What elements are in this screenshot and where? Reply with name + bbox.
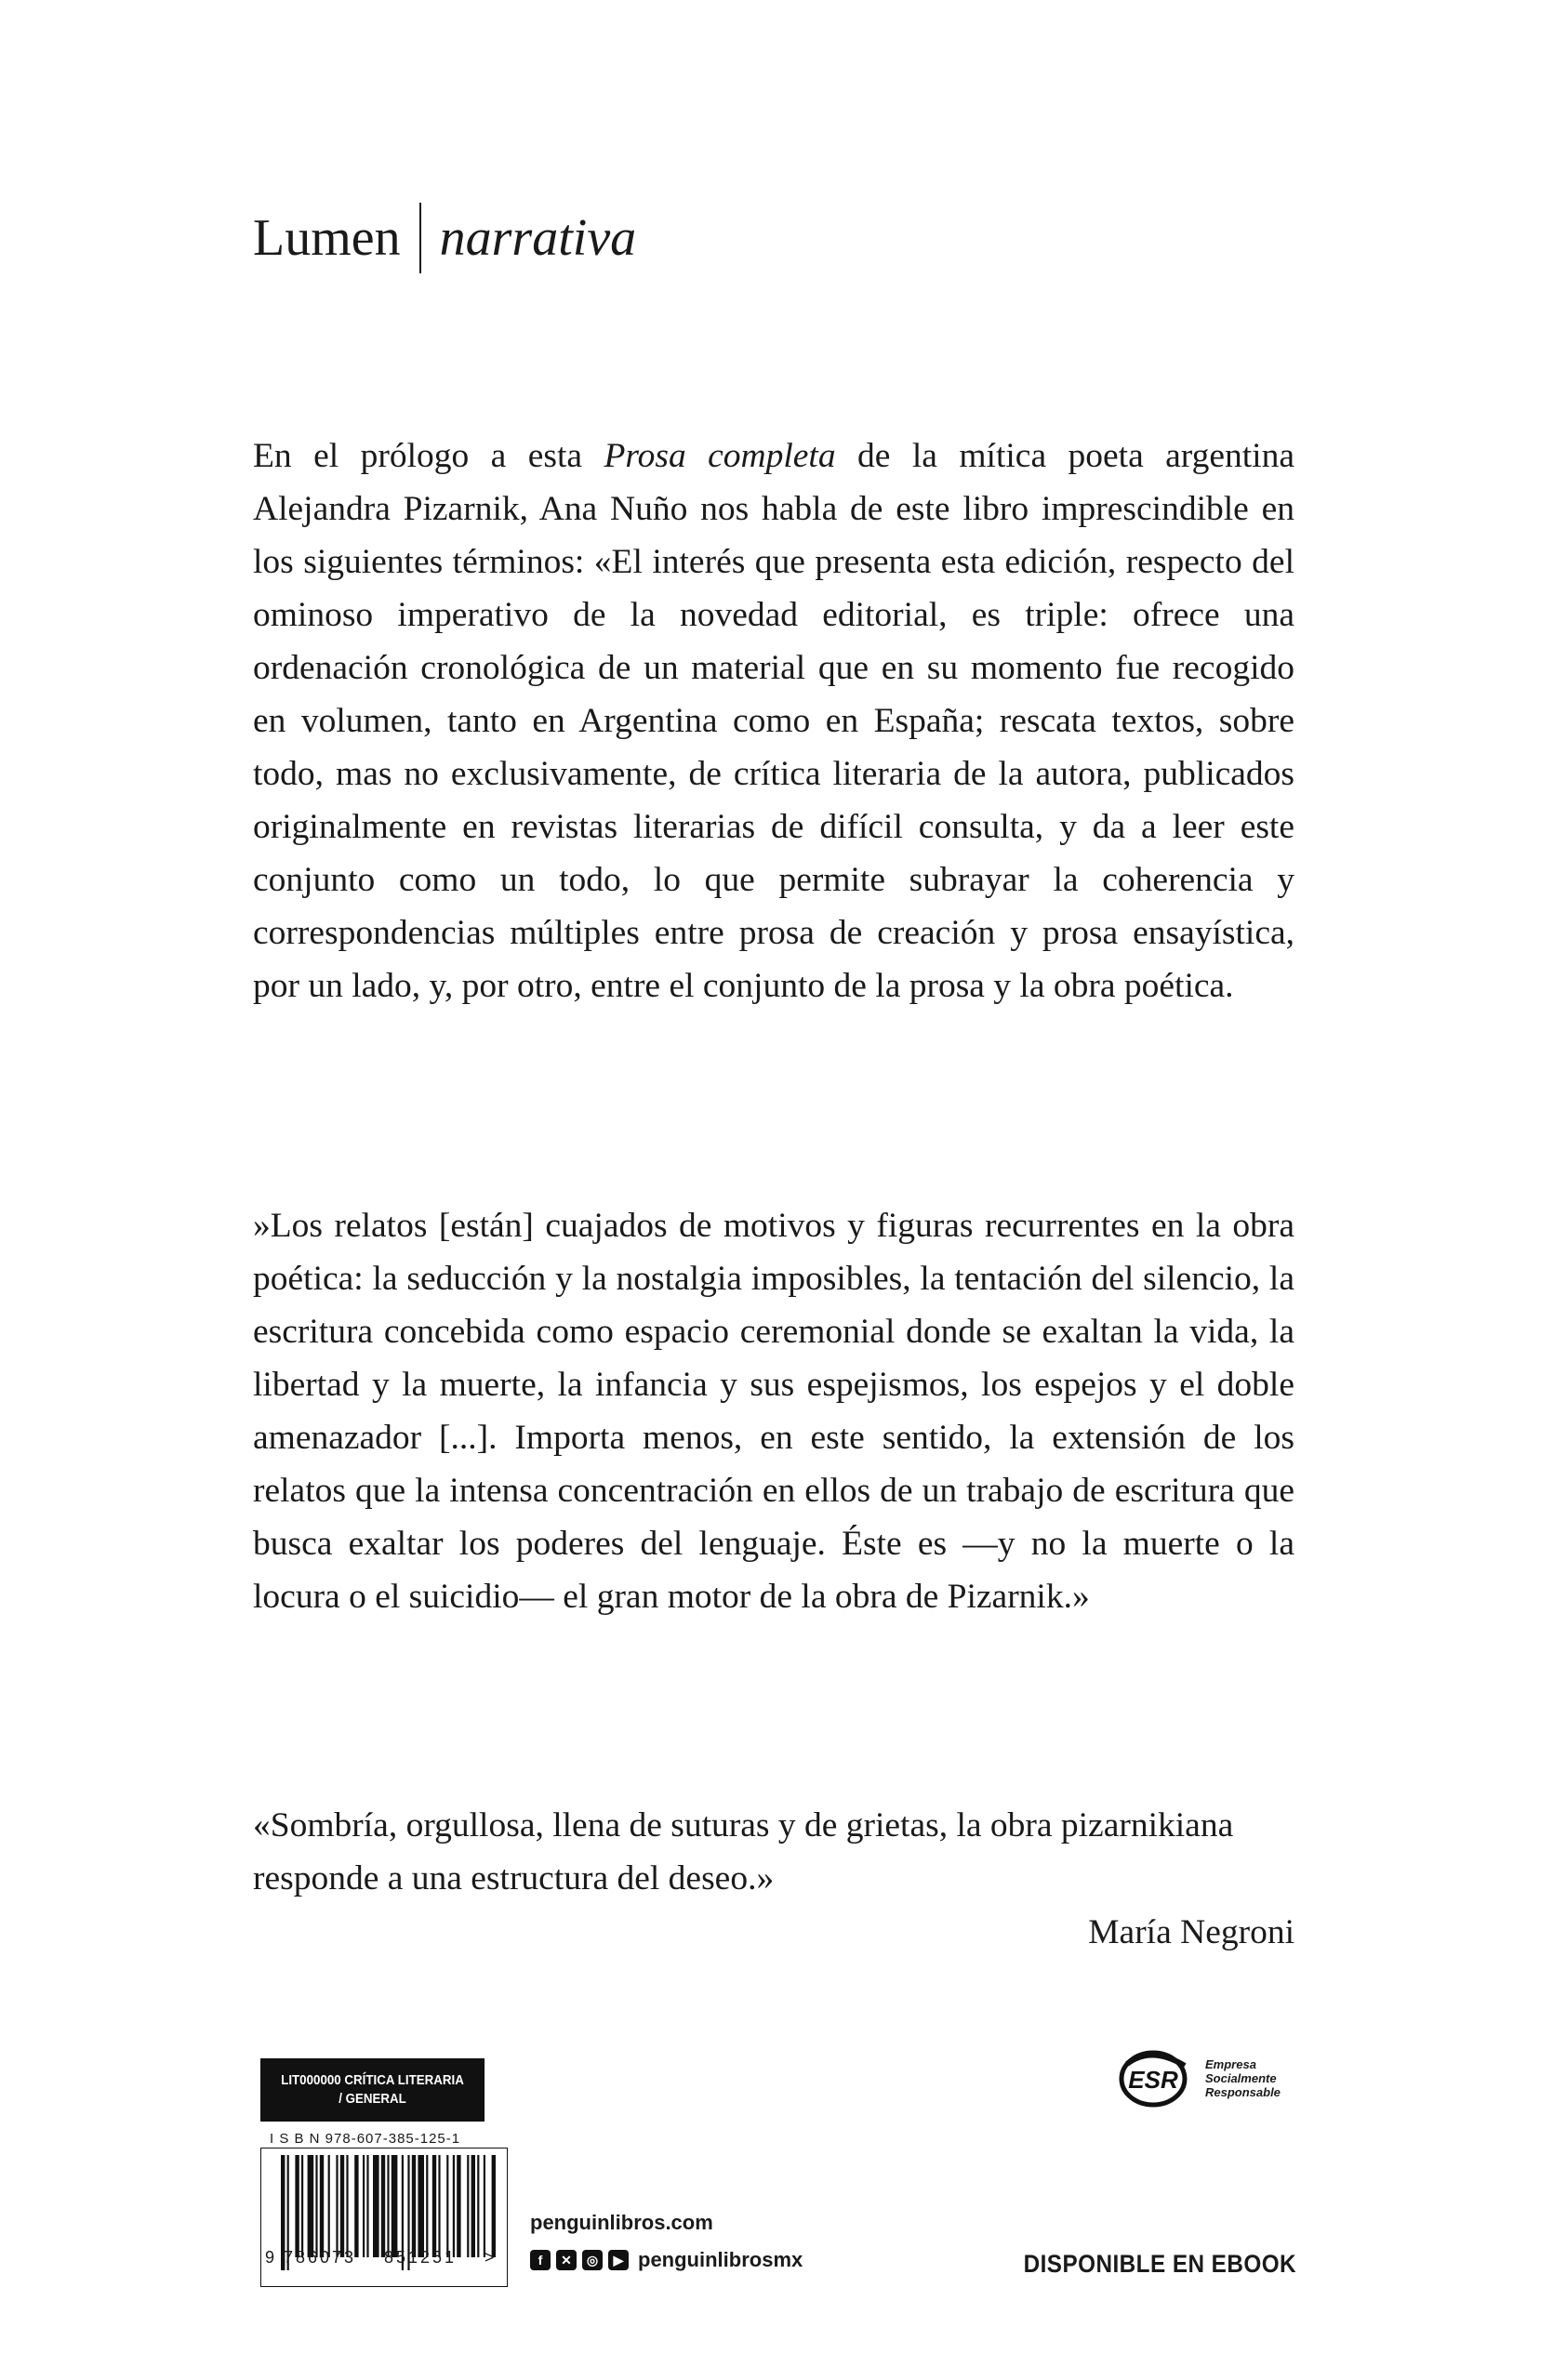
barcode-bar (366, 2155, 368, 2257)
synopsis-paragraph-2: »Los relatos [están] cuajados de motivos y figuras recurrentes en la obra poética: la seducción y la nostalgia imposibles, la tentación del silencio, la escritura concebida como espacio ceremonial donde se exaltan la vida, la libertad y la muerte, la infancia y sus espejismos, los espejos y el doble amenazador [...]. Importa menos, en este sentido, la extensión de los relatos que la intensa concentración en ellos de un trabajo de escritura que busca exaltar los poderes del lenguaje. Éste es —y no la muerte o la locura o el suicidio— el gran motor de la obra de Pizarnik.» (253, 1207, 1294, 1616)
category-line-1: LIT000000 CRÍTICA LITERARIA (281, 2073, 464, 2088)
barcode-bar (308, 2155, 314, 2257)
youtube-icon[interactable]: ▶ (608, 2250, 629, 2270)
synopsis-body: de la mítica poeta argentina Alejandra Pizarnik, Ana Nuño nos habla de este libro imprescindible en los siguientes términos: «El interés que presenta esta edición, respecto del ominoso imperativo de la novedad editorial, es triple: ofrece una ordenación cronológica de un material que en su momento fue recogido en volumen, tanto en Argentina como en España; rescata textos, sobre todo, mas no exclusivamente, de crítica literaria de la autora, publicados originalmente en revistas literarias de difícil consulta, y da a leer este conjunto como un todo, lo que permite subrayar la coherencia y correspondencias múltiples entre prosa de creación y prosa ensayística, por un lado, y, por otro, entre el conjunto de la prosa y la obra poética. (253, 437, 1294, 1005)
barcode-bar (295, 2155, 299, 2257)
esr-line-2: Socialmente (1205, 2070, 1277, 2085)
barcode-bar (320, 2155, 324, 2257)
x-icon[interactable]: ✕ (556, 2250, 577, 2270)
barcode-bar (387, 2155, 389, 2257)
synopsis-intro: En el prólogo a esta (253, 437, 604, 475)
esr-badge (1114, 2045, 1281, 2110)
barcode-bar (328, 2155, 330, 2257)
barcode-bar (336, 2155, 338, 2257)
ebook-availability: DISPONIBLE EN EBOOK (1023, 2250, 1296, 2278)
barcode-bar (346, 2155, 348, 2257)
barcode-digit-suffix: > (484, 2248, 495, 2267)
barcode-bar (315, 2155, 317, 2257)
esr-logo-icon (1114, 2045, 1200, 2110)
blurb-author: María Negroni (1088, 1913, 1294, 1951)
blurb-quote: «Sombría, orgullosa, llena de suturas y de grietas, la obra pizarnikiana responde a una estructura del deseo.» (253, 1806, 1234, 1897)
barcode-bar (340, 2155, 344, 2257)
barcode-bar (484, 2155, 485, 2257)
esr-line-1: Empresa (1205, 2056, 1256, 2071)
facebook-icon[interactable]: f (530, 2250, 551, 2270)
synopsis-paragraph-1 (253, 430, 1294, 1012)
barcode-bar (426, 2155, 428, 2257)
barcode-bar (392, 2155, 398, 2257)
barcode-digit-prefix: 9 (265, 2248, 275, 2267)
barcode-bar (457, 2155, 460, 2257)
barcode-bar (363, 2155, 365, 2257)
barcode-bar (492, 2155, 496, 2257)
barcode-digits (265, 2248, 509, 2268)
publisher-brand (253, 203, 636, 273)
barcode-bar (381, 2155, 385, 2257)
barcode-bar (471, 2155, 475, 2257)
publisher-name: Lumen (253, 209, 401, 267)
barcode-bar (446, 2155, 448, 2257)
social-handle[interactable]: penguinlibrosmx (638, 2248, 803, 2271)
esr-logo-text: ESR (1128, 2066, 1178, 2094)
barcode-bar (373, 2155, 379, 2257)
social-links (530, 2248, 803, 2272)
barcode-bar (477, 2155, 479, 2257)
barcode-bar (301, 2155, 303, 2257)
barcode-bar (467, 2155, 469, 2257)
esr-text (1205, 2057, 1281, 2099)
barcode-bar (432, 2155, 436, 2257)
website-link[interactable]: penguinlibros.com (530, 2211, 713, 2234)
barcode-bar (438, 2155, 440, 2257)
barcode-digit-group-2: 851251 (384, 2248, 458, 2267)
barcode-bar (412, 2155, 416, 2257)
instagram-icon[interactable]: ◎ (582, 2250, 603, 2270)
barcode-bar (354, 2155, 358, 2257)
isbn-label: I S B N 978-607-385-125-1 (270, 2131, 461, 2147)
category-box (260, 2058, 484, 2122)
barcode-bar (453, 2155, 455, 2257)
collection-name: narrativa (439, 209, 637, 267)
category-line-2: / GENERAL (338, 2092, 406, 2107)
barcode-digit-group-1: 786073 (284, 2248, 357, 2267)
book-title: Prosa completa (604, 437, 836, 475)
barcode-bar (418, 2155, 424, 2257)
esr-line-3: Responsable (1205, 2084, 1281, 2099)
